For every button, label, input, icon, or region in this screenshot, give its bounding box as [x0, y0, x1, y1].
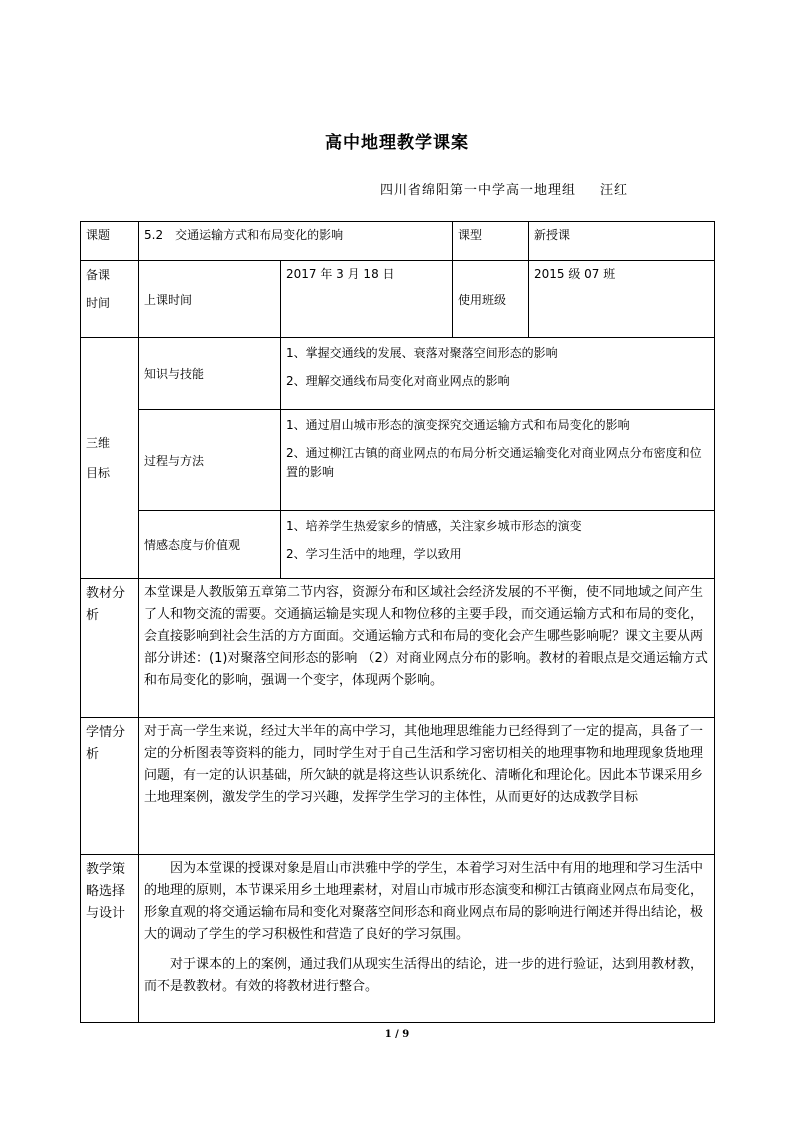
- lesson-type-value: 新授课: [534, 228, 571, 242]
- page-title: 高中地理教学课案: [325, 133, 469, 153]
- class-time-label: 上课时间: [144, 292, 193, 307]
- student-analysis-label-1: 学情分: [86, 725, 126, 740]
- objective-point: 1、掌握交通线的发展、衰落对聚落空间形态的影响: [286, 346, 558, 360]
- objective-name-knowledge: 知识与技能: [144, 367, 205, 381]
- objective-point: 1、培养学生热爱家乡的情感，关注家乡城市形态的演变: [286, 519, 582, 533]
- topic-label: 课题: [86, 228, 111, 242]
- prep-time-label-2: 时间: [86, 296, 111, 310]
- page-number: 1 / 9: [384, 1029, 410, 1040]
- strategy-label-2: 略选择: [86, 884, 126, 899]
- class-label: 使用班级: [458, 292, 507, 307]
- author-org: 四川省绵阳第一中学高一地理组: [380, 183, 577, 198]
- row-textbook-analysis: [81, 579, 715, 718]
- student-analysis-text: 对于高一学生来说，经过大半年的高中学习，其他地理思维能力已经得到了一定的提高，具备了一定的分析图表等资料的能力，同时学生对于自己生活和学习密切相关的地理事物和地理现象货地理问题，有一定的认识基础，所欠缺的就是将这些认识系统化、清晰化和理论化。因此本节课采用乡土地理案例，激发学生的学习兴趣，发挥学生学习的主体性，从而更好的达成教学目标: [144, 724, 704, 805]
- author-name: 汪红: [600, 183, 629, 198]
- student-analysis-label-2: 析: [86, 747, 100, 762]
- class-date: 2017 年 3 月 18 日: [286, 267, 395, 281]
- objectives-label-2: 目标: [86, 466, 111, 480]
- author-line: [380, 179, 628, 198]
- objectives-label-1: 三维: [86, 436, 111, 450]
- objective-row-knowledge: [81, 338, 715, 410]
- objective-point: 2、学习生活中的地理，学以致用: [286, 547, 462, 561]
- strategy-paragraph: 因为本堂课的授课对象是眉山市洪雅中学的学生，本着学习对生活中有用的地理和学习生活中的地理的原则，本节课采用乡土地理素材，对眉山市城市形态演变和柳江古镇商业网点布局变化，形象直观的将交通运输布局和变化对聚落空间形态和商业网点布局的影响进行阐述并得出结论，极大的调动了学生的学习积极性和营造了良好的学习氛围。: [144, 861, 704, 942]
- row-time: [81, 261, 715, 338]
- row-topic: [81, 222, 715, 261]
- objective-name-attitude: 情感态度与价值观: [144, 538, 241, 552]
- strategy-label-3: 与设计: [86, 906, 126, 921]
- row-student-analysis: [81, 718, 715, 855]
- class-value: 2015 级 07 班: [534, 267, 616, 281]
- objective-point: 1、通过眉山城市形态的演变探究交通运输方式和布局变化的影响: [286, 418, 630, 432]
- row-strategy: [81, 855, 715, 1023]
- strategy-paragraph: 对于课本的上的案例，通过我们从现实生活得出的结论，进一步的进行验证，达到用教材教，而不是教教材。有效的将教材进行整合。: [144, 957, 704, 994]
- lesson-type-label: 课型: [458, 228, 483, 242]
- textbook-analysis-label-1: 教材分: [86, 586, 126, 601]
- textbook-analysis-text: 本堂课是人教版第五章第二节内容，资源分布和区域社会经济发展的不平衡，使不同地域之间产生了人和物交流的需要。交通搞运输是实现人和物位移的主要手段，而交通运输方式和布局的变化，会直接影响到社会生活的方方面面。交通运输方式和布局的变化会产生哪些影响呢？课文主要从两部分讲述：(1)对聚落空间形态的影响 （2）对商业网点分布的影响。教材的着眼点是交通运输方式和布局变化的影响，强调一个变字，体现两个影响。: [144, 585, 708, 688]
- strategy-label-1: 教学策: [86, 862, 126, 877]
- objective-name-process: 过程与方法: [144, 453, 205, 468]
- lesson-plan-table: [80, 221, 715, 1023]
- topic-value: 5.2 交通运输方式和布局变化的影响: [144, 228, 344, 242]
- objective-point: 2、理解交通线布局变化对商业网点的影响: [286, 374, 510, 388]
- prep-time-label-1: 备课: [86, 268, 111, 282]
- objective-row-attitude: [81, 511, 715, 579]
- objective-point: 2、通过柳江古镇的商业网点的布局分析交通运输变化对商业网点分布密度和位置的影响: [286, 446, 702, 479]
- textbook-analysis-label-2: 析: [86, 608, 100, 623]
- objective-row-process: [81, 410, 715, 511]
